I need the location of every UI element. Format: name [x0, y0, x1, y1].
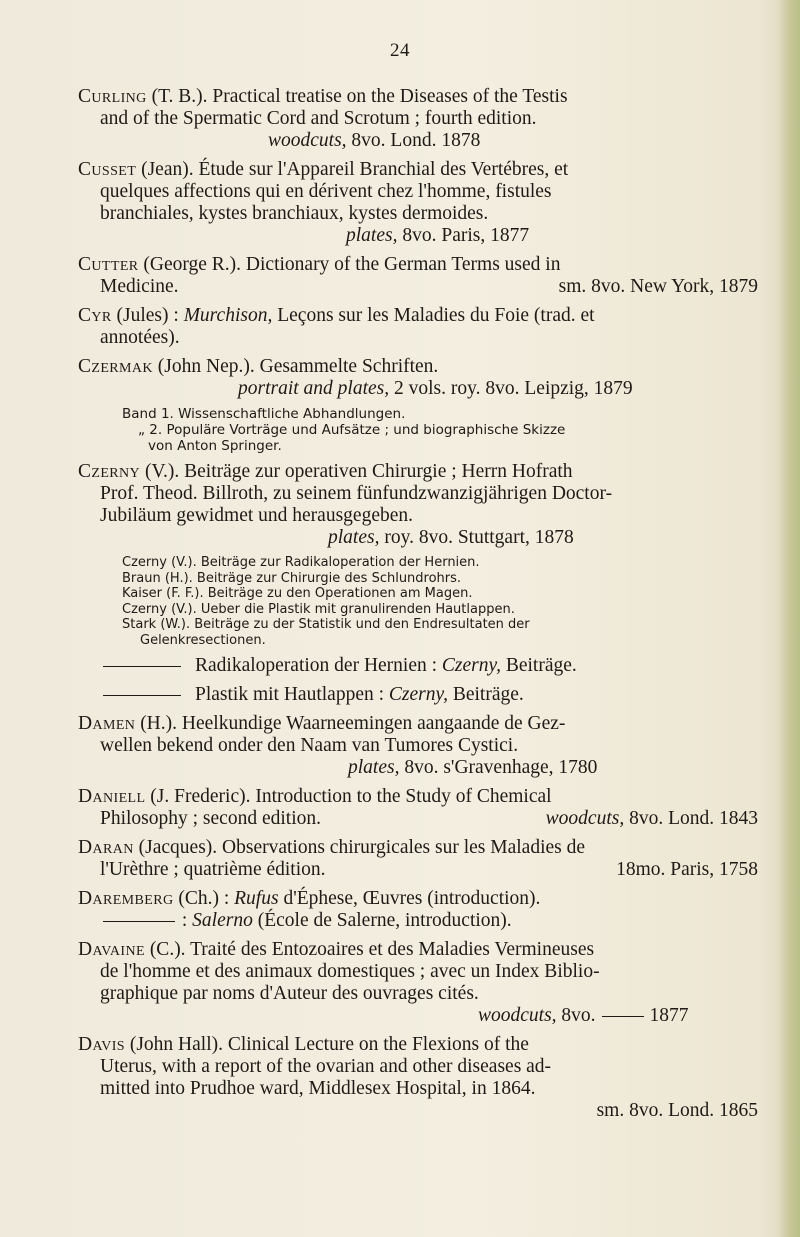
- entry-cutter: Cutter (George R.). Dictionary of the German Terms used in Medicine. sm. 8vo. New York, 1879: [78, 254, 758, 297]
- entry-daniell: Daniell (J. Frederic). Introduction to the Study of Chemical Philosophy ; second edition. woodcuts, 8vo. Lond. 1843: [78, 786, 758, 829]
- entry-daran: Daran (Jacques). Observations chirurgicales sur les Maladies de l'Urèthre ; quatrième édition. 18mo. Paris, 1758: [78, 837, 758, 880]
- entry-cyr: Cyr (Jules) : Murchison, Leçons sur les Maladies du Foie (trad. et annotées).: [78, 305, 595, 348]
- author-name: Cusset: [78, 159, 137, 180]
- ditto-rule: [103, 666, 181, 667]
- entry-davis: Davis (John Hall). Clinical Lecture on the Flexions of the Uterus, with a report of the ovarian and other diseases ad- mitted into Prudhoe ward, Middlesex Hospital, in 1864. sm. 8vo. Lond. 1865: [78, 1034, 758, 1121]
- ditto-rule: [103, 695, 181, 696]
- author-name: Cyr: [78, 305, 112, 326]
- author-name: Daniell: [78, 786, 146, 807]
- entry-plastik: Plastik mit Hautlappen : Czerny, Beiträge.: [78, 684, 758, 706]
- entry-cusset: Cusset (Jean). Étude sur l'Appareil Branchial des Vertébres, et quelques affections qui en dérivent chez l'homme, fistules branchiales, kystes branchiaux, kystes dermoides. plates, 8vo. Paris, 1877: [78, 159, 569, 246]
- author-name: Czerny: [78, 461, 141, 482]
- contents-list: Czerny (V.). Beiträge zur Radikaloperation der Hernien. Braun (H.). Beiträge zur Chirurgie des Schlundrohrs. Kaiser (F. F.). Beiträge zu den Operationen am Magen. Czerny (V.). Ueber die Plastik mit granulirenden Hautlappen. Stark (W.). Beiträge zu der Statistik und den Endresultaten der Gelenkresectionen.: [122, 555, 530, 648]
- page-edge: [778, 0, 800, 1237]
- author-name: Davaine: [78, 939, 145, 960]
- author-name: Curling: [78, 86, 147, 107]
- entry-czermak: Czermak (John Nep.). Gesammelte Schriften. portrait and plates, 2 vols. roy. 8vo. Leipzig, 1879 Band 1. Wissenschaftliche Abhandlungen. „ 2. Populäre Vorträge und Aufsätze ; und biographische Skizze von Anton Springer.: [78, 356, 758, 454]
- author-name: Damen: [78, 713, 136, 734]
- author-name: Daran: [78, 837, 134, 858]
- author-name: Davis: [78, 1034, 125, 1055]
- entry-czerny: Czerny (V.). Beiträge zur operativen Chirurgie ; Herrn Hofrath Prof. Theod. Billroth, zu seinem fünfundzwanzigjährigen Doctor- Jubiläum gewidmet und herausgegeben. plates, roy. 8vo. Stuttgart, 1878 Czerny (V.). Beiträge zur Radikaloperation der Hernien. Braun (H.). Beiträge zur Chirurgie des Schlundrohrs. Kaiser (F. F.). Beiträge zu den Operationen am Magen. Czerny (V.). Ueber die Plastik mit granulirenden Hautlappen. Stark (W.). Beiträge zu der Statistik und den Endresultaten der Gelenkresectionen.: [78, 461, 758, 648]
- author-name: Cutter: [78, 254, 139, 275]
- entry-radikaloperation: Radikaloperation der Hernien : Czerny, Beiträge.: [78, 655, 758, 677]
- bibliography-list: [78, 86, 758, 1129]
- entry-davaine: Davaine (C.). Traité des Entozoaires et des Maladies Vermineuses de l'homme et des animaux domestiques ; avec un Index Biblio- graphique par noms d'Auteur des ouvrages cités. woodcuts, 8vo. 1877: [78, 939, 689, 1026]
- page-number: 24: [390, 40, 410, 61]
- entry-daremberg: Daremberg (Ch.) : Rufus d'Éphese, Œuvres (introduction). : Salerno (École de Salerne, introduction).: [78, 888, 541, 931]
- volume-list: Band 1. Wissenschaftliche Abhandlungen. „ 2. Populäre Vorträge und Aufsätze ; und biographische Skizze von Anton Springer.: [122, 406, 566, 454]
- ditto-rule: [103, 921, 175, 922]
- ditto-rule: [602, 1016, 644, 1017]
- entry-damen: Damen (H.). Heelkundige Waarneemingen aangaande de Gez- wellen bekend onder den Naam van Tumores Cystici. plates, 8vo. s'Gravenhage, 1780: [78, 713, 598, 778]
- author-name: Daremberg: [78, 888, 174, 909]
- author-name: Czermak: [78, 356, 153, 377]
- entry-curling: Curling (T. B.). Practical treatise on the Diseases of the Testis and of the Spermatic Cord and Scrotum ; fourth edition. woodcuts, 8vo. Lond. 1878: [78, 86, 568, 151]
